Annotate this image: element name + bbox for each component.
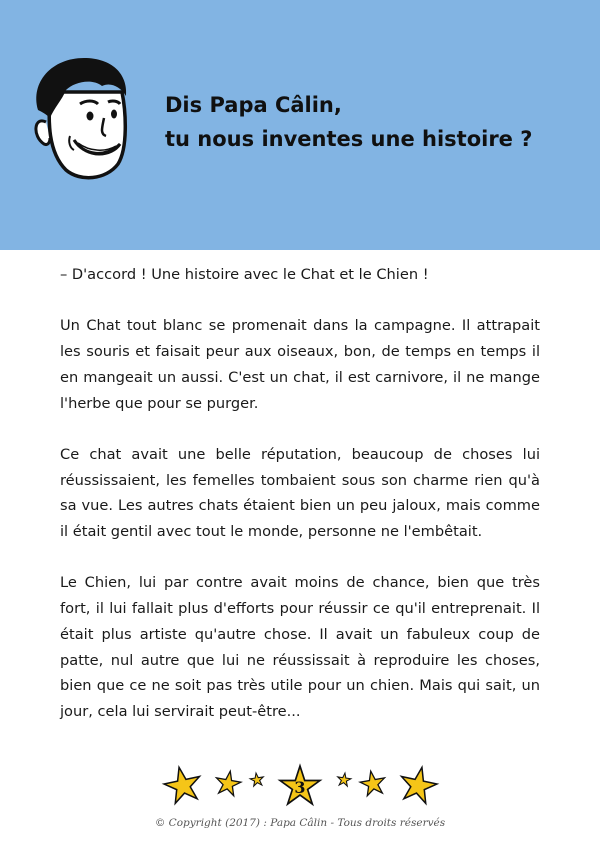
story-paragraph-3: Le Chien, lui par contre avait moins de chance, bien que très fort, il lui fallait plus d'efforts pour réussir ce qu'il entreprenait. Il était plus artiste qu'autre chose. Il avait un fabuleux coup de patte, nul autre que lui ne réussissait à reproduire les choses, bien que ce ne soit pas très utile pour un chien. Mais qui sait, un jour, cela lui servirait peut-être... [60,574,540,720]
story-text [60,262,540,750]
star-icon-small-left [249,772,264,786]
page-number: 3 [294,778,306,797]
header-banner [0,0,600,250]
star-icon-large-right [397,764,439,805]
star-icon-small-right [337,772,352,786]
story-paragraph-1: Un Chat tout blanc se promenait dans la campagne. Il attrapait les souris et faisait peur aux oiseaux, bon, de temps en temps il en mangeait un aussi. C'est un chat, il est carnivore, il ne mange l'herbe que pour se purger. [60,317,540,412]
star-icon-medium-right [359,769,387,796]
title-line-1: Dis Papa Câlin, [165,93,342,117]
page-title [165,88,532,156]
papa-calin-face-icon [22,52,134,182]
story-paragraph-2: Ce chat avait une belle réputation, beaucoup de choses lui réussissaient, les femelles tombaient sous son charme rien qu'à sa vue. Les autres chats étaient bien un peu jaloux, mais comme il était gentil avec tout le monde, personne ne l'embêtait. [60,445,540,540]
star-icon-medium-left [214,769,242,796]
title-line-2: tu nous inventes une histoire ? [165,127,533,151]
story-intro: – D'accord ! Une histoire avec le Chat et le Chien ! [60,266,429,283]
copyright-notice: © Copyright (2017) : Papa Câlin - Tous droits réservés [154,817,446,829]
page-number-stars [0,760,600,810]
star-icon-large-left [161,764,203,805]
